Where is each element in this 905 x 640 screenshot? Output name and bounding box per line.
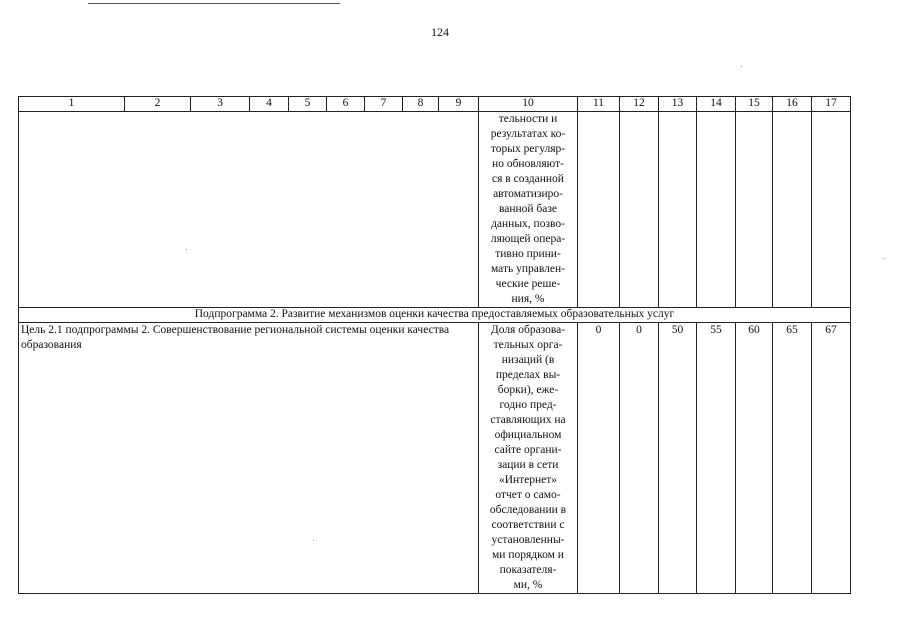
col-num-16: 16 <box>773 97 812 112</box>
indicator-line: отчет о само- <box>495 489 561 501</box>
indicator-line: данных, позво- <box>491 218 565 230</box>
indicator-line: ния, % <box>511 293 545 305</box>
indicator-line: официальном <box>494 429 562 441</box>
col-num-10: 10 <box>479 97 578 112</box>
indicator-line: тивно прини- <box>495 248 561 260</box>
indicator-line: «Интернет» <box>498 474 558 486</box>
col-num-3: 3 <box>191 97 250 112</box>
indicators-table <box>18 96 851 594</box>
indicator-line: показателя- <box>499 564 557 576</box>
indicator-line: сайте органи- <box>494 444 562 456</box>
value-col-12: 0 <box>620 323 659 594</box>
indicator-line: автоматизиро- <box>493 188 563 200</box>
continuation-value-cell <box>736 112 773 308</box>
subprogram-row <box>19 308 851 323</box>
indicator-line: ставляющих на <box>490 414 566 426</box>
top-rule <box>88 3 340 4</box>
page-number: 124 <box>431 25 449 39</box>
value-col-14: 55 <box>697 323 736 594</box>
continuation-indicator-cell <box>479 112 578 308</box>
continuation-row <box>19 112 851 308</box>
goal-row <box>19 323 851 594</box>
col-num-6: 6 <box>327 97 365 112</box>
indicator-line: Доля образова- <box>490 324 566 336</box>
col-num-17: 17 <box>812 97 851 112</box>
value-col-16: 65 <box>773 323 812 594</box>
goal-indicator-cell <box>479 323 578 594</box>
col-num-9: 9 <box>439 97 479 112</box>
col-num-15: 15 <box>736 97 773 112</box>
indicator-line: ческие реше- <box>495 278 561 290</box>
col-num-11: 11 <box>578 97 620 112</box>
col-num-13: 13 <box>659 97 697 112</box>
value-col-15: 60 <box>736 323 773 594</box>
indicator-line: мать управлен- <box>490 263 565 275</box>
indicator-line: установленны- <box>491 534 565 546</box>
scan-speck <box>313 540 314 541</box>
continuation-value-cell <box>659 112 697 308</box>
col-num-2: 2 <box>125 97 191 112</box>
continuation-value-cell <box>697 112 736 308</box>
column-number-row <box>19 97 851 112</box>
scan-speck <box>883 258 884 259</box>
continuation-empty-cell <box>19 112 479 308</box>
indicator-line: ми порядком и <box>492 549 564 561</box>
continuation-value-cell <box>578 112 620 308</box>
indicator-line: ляющей опера- <box>490 233 566 245</box>
continuation-value-cell <box>812 112 851 308</box>
col-num-7: 7 <box>365 97 403 112</box>
indicator-line: низаций (в <box>501 354 555 366</box>
indicator-line: ми, % <box>513 579 543 591</box>
col-num-1: 1 <box>19 97 125 112</box>
col-num-14: 14 <box>697 97 736 112</box>
col-num-5: 5 <box>289 97 327 112</box>
indicator-line: годно пред- <box>499 399 557 411</box>
indicator-line: пределах вы- <box>495 369 561 381</box>
subprogram-title: Подпрограмма 2. Развитие механизмов оценки качества предоставляемых образовательных услуг <box>19 308 851 323</box>
col-num-12: 12 <box>620 97 659 112</box>
col-num-4: 4 <box>250 97 289 112</box>
col-num-8: 8 <box>403 97 439 112</box>
continuation-value-cell <box>773 112 812 308</box>
indicator-line: тельности и <box>498 113 558 125</box>
continuation-value-cell <box>620 112 659 308</box>
indicator-line: борки), еже- <box>497 384 559 396</box>
indicator-line: ся в созданной <box>492 173 564 185</box>
value-col-11: 0 <box>578 323 620 594</box>
value-col-17: 67 <box>812 323 851 594</box>
indicator-line: торых регуляр- <box>490 143 566 155</box>
indicator-line: зации в сети <box>497 459 559 471</box>
indicator-line: но обновляют- <box>492 158 564 170</box>
value-col-13: 50 <box>659 323 697 594</box>
indicator-line: ванной базе <box>498 203 558 215</box>
indicator-line: результатах ко- <box>490 128 566 140</box>
indicator-line: обследовании в <box>489 504 567 516</box>
goal-text: Цель 2.1 подпрограммы 2. Совершенствование региональной системы оценки качества образования <box>19 323 479 594</box>
scan-speck <box>186 249 187 250</box>
scan-speck <box>741 66 742 67</box>
indicator-line: тельных орга- <box>493 339 563 351</box>
indicator-line: соответствии с <box>491 519 565 531</box>
